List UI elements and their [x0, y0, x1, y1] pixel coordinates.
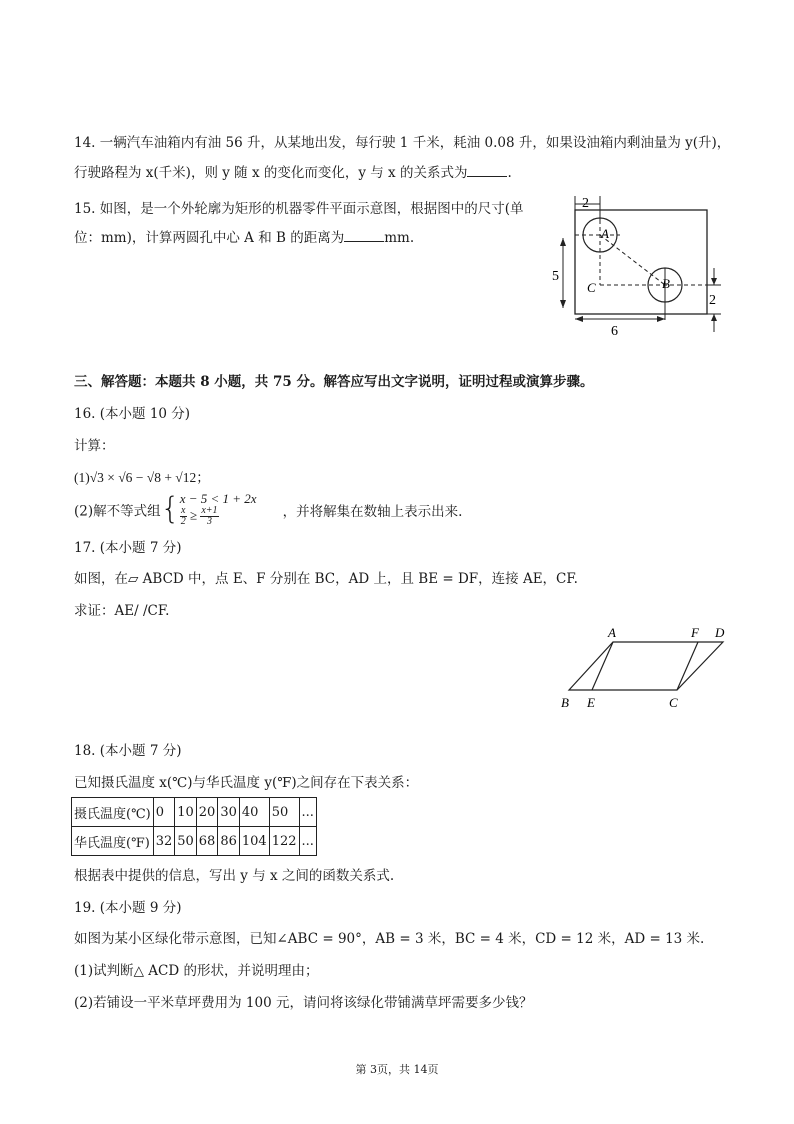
table-cell: 86 [218, 827, 240, 856]
table-cell: 50 [175, 827, 197, 856]
q17-title: 17. (本小题 7 分) [74, 540, 182, 556]
label-b: B [662, 276, 670, 291]
dim-bottom-arrow-left [575, 316, 583, 322]
brace-icon: { [160, 491, 180, 527]
q19-part2: (2)若铺设一平米草坪费用为 100 元，请问将该绿化带铺满草坪需要多少钱？ [74, 995, 533, 1011]
dim-left-arrow-up [560, 238, 566, 246]
table-cell: 10 [175, 798, 197, 827]
inequality-system [180, 492, 257, 527]
q16-part2 [74, 492, 462, 527]
q18-outro: 根据表中提供的信息，写出 y 与 x 之间的函数关系式. [74, 868, 395, 884]
table-cell: 32 [153, 827, 175, 856]
label-e: E [587, 695, 595, 710]
q19-part1: (1)试判断△ ACD 的形状，并说明理由； [74, 963, 319, 979]
q15-line1: 15. 如图，是一个外轮廓为矩形的机器零件平面示意图，根据图中的尺寸(单 [74, 201, 524, 217]
table-cell: 40 [239, 798, 269, 827]
segment-ae [592, 642, 613, 690]
label-b: B [561, 695, 569, 710]
dim-bottom-arrow-right [657, 316, 665, 322]
q15-answer-blank [344, 229, 384, 242]
q15-line2-text: 位：mm)，计算两圆孔中心 A 和 B 的距离为 [74, 230, 345, 246]
table-cell: 104 [239, 827, 269, 856]
table-header-celsius: 摄氏温度(℃) [72, 798, 154, 827]
q17-text: 如图，在▱ ABCD 中，点 E、F 分别在 BC，AD 上，且 BE = DF，连接 AE，CF. [74, 571, 578, 587]
label-a: A [608, 625, 616, 640]
q14-line1: 14. 一辆汽车油箱内有油 56 升，从某地出发，每行驶 1 千米，耗油 0.08 升，如果设油箱内剩油量为 y(升)， [74, 135, 731, 151]
segment-cf [677, 642, 698, 690]
q16-intro: 计算： [74, 438, 115, 454]
part-outline [575, 210, 707, 314]
q19-text: 如图为某小区绿化带示意图，已知∠ABC = 90°，AB = 3 米，BC = 4 米，CD = 12 米，AD = 13 米. [74, 931, 705, 947]
ineq2-left-fraction [180, 506, 187, 527]
label-c: C [587, 280, 596, 295]
table-cell: ... [299, 798, 316, 827]
ineq2-op: ≥ [189, 507, 198, 523]
table-cell: 122 [269, 827, 299, 856]
label-f: F [691, 625, 699, 640]
center-line-ab [600, 235, 665, 285]
q18-intro: 已知摄氏温度 x(℃)与华氏温度 y(℉)之间存在下表关系： [74, 775, 419, 791]
table-row-fahrenheit [72, 827, 317, 856]
dim-top-label: 2 [582, 196, 589, 211]
temperature-table [71, 797, 317, 856]
dim-right-arrowhead-bottom [711, 314, 717, 321]
q16-title: 16. (本小题 10 分) [74, 406, 191, 422]
machine-part-figure [545, 190, 725, 340]
parallelogram-abcd [569, 642, 723, 690]
inequality-2 [180, 506, 257, 527]
table-cell: 50 [269, 798, 299, 827]
q15-line2-end: mm. [384, 230, 415, 246]
q18-title: 18. (本小题 7 分) [74, 743, 182, 759]
dim-right-arrowhead-top [711, 278, 717, 285]
q19-title: 19. (本小题 9 分) [74, 900, 182, 916]
ineq2-right-fraction [200, 506, 218, 527]
q16-part2-suffix: ，并将解集在数轴上表示出来. [282, 503, 463, 520]
q14-line2-text: 行驶路程为 x(千米)，则 y 随 x 的变化而变化，y 与 x 的关系式为 [74, 165, 468, 181]
ineq2-left-den: 2 [180, 516, 186, 527]
section3-heading: 三、解答题：本题共 8 小题，共 75 分。解答应写出文字说明，证明过程或演算步骤。 [74, 374, 594, 390]
table-row-celsius [72, 798, 317, 827]
q14-line2-end: . [507, 165, 512, 181]
q16-part2-prefix: (2)解不等式组 [74, 503, 161, 520]
q14-line2 [74, 163, 512, 183]
table-cell: ... [299, 827, 316, 856]
label-d: D [715, 625, 725, 640]
parallelogram-figure [555, 622, 745, 714]
q15-line2 [74, 228, 414, 248]
q16-part1: (1)√3 × √6 − √8 + √12； [74, 470, 210, 485]
dim-bottom-label: 6 [611, 324, 618, 339]
q14-answer-blank [467, 164, 507, 177]
label-c: C [669, 695, 678, 710]
inequality-1: x − 5 < 1 + 2x [179, 491, 257, 506]
ineq2-right-den: 3 [206, 516, 212, 527]
table-cell: 68 [196, 827, 218, 856]
ineq2-left-num: x [180, 505, 186, 516]
label-a: A [601, 226, 609, 241]
table-cell: 30 [218, 798, 240, 827]
ineq2-right-num: x+1 [201, 505, 218, 516]
table-cell: 20 [196, 798, 218, 827]
page-number: 第 3页，共 14页 [355, 1063, 439, 1076]
table-header-fahrenheit: 华氏温度(℉) [72, 827, 154, 856]
dim-right-label: 2 [709, 293, 716, 308]
dim-left-label: 5 [552, 269, 559, 284]
table-cell: 0 [153, 798, 175, 827]
dim-left-arrow-down [560, 300, 566, 308]
q17-prove: 求证：AE/ /CF. [74, 603, 170, 619]
